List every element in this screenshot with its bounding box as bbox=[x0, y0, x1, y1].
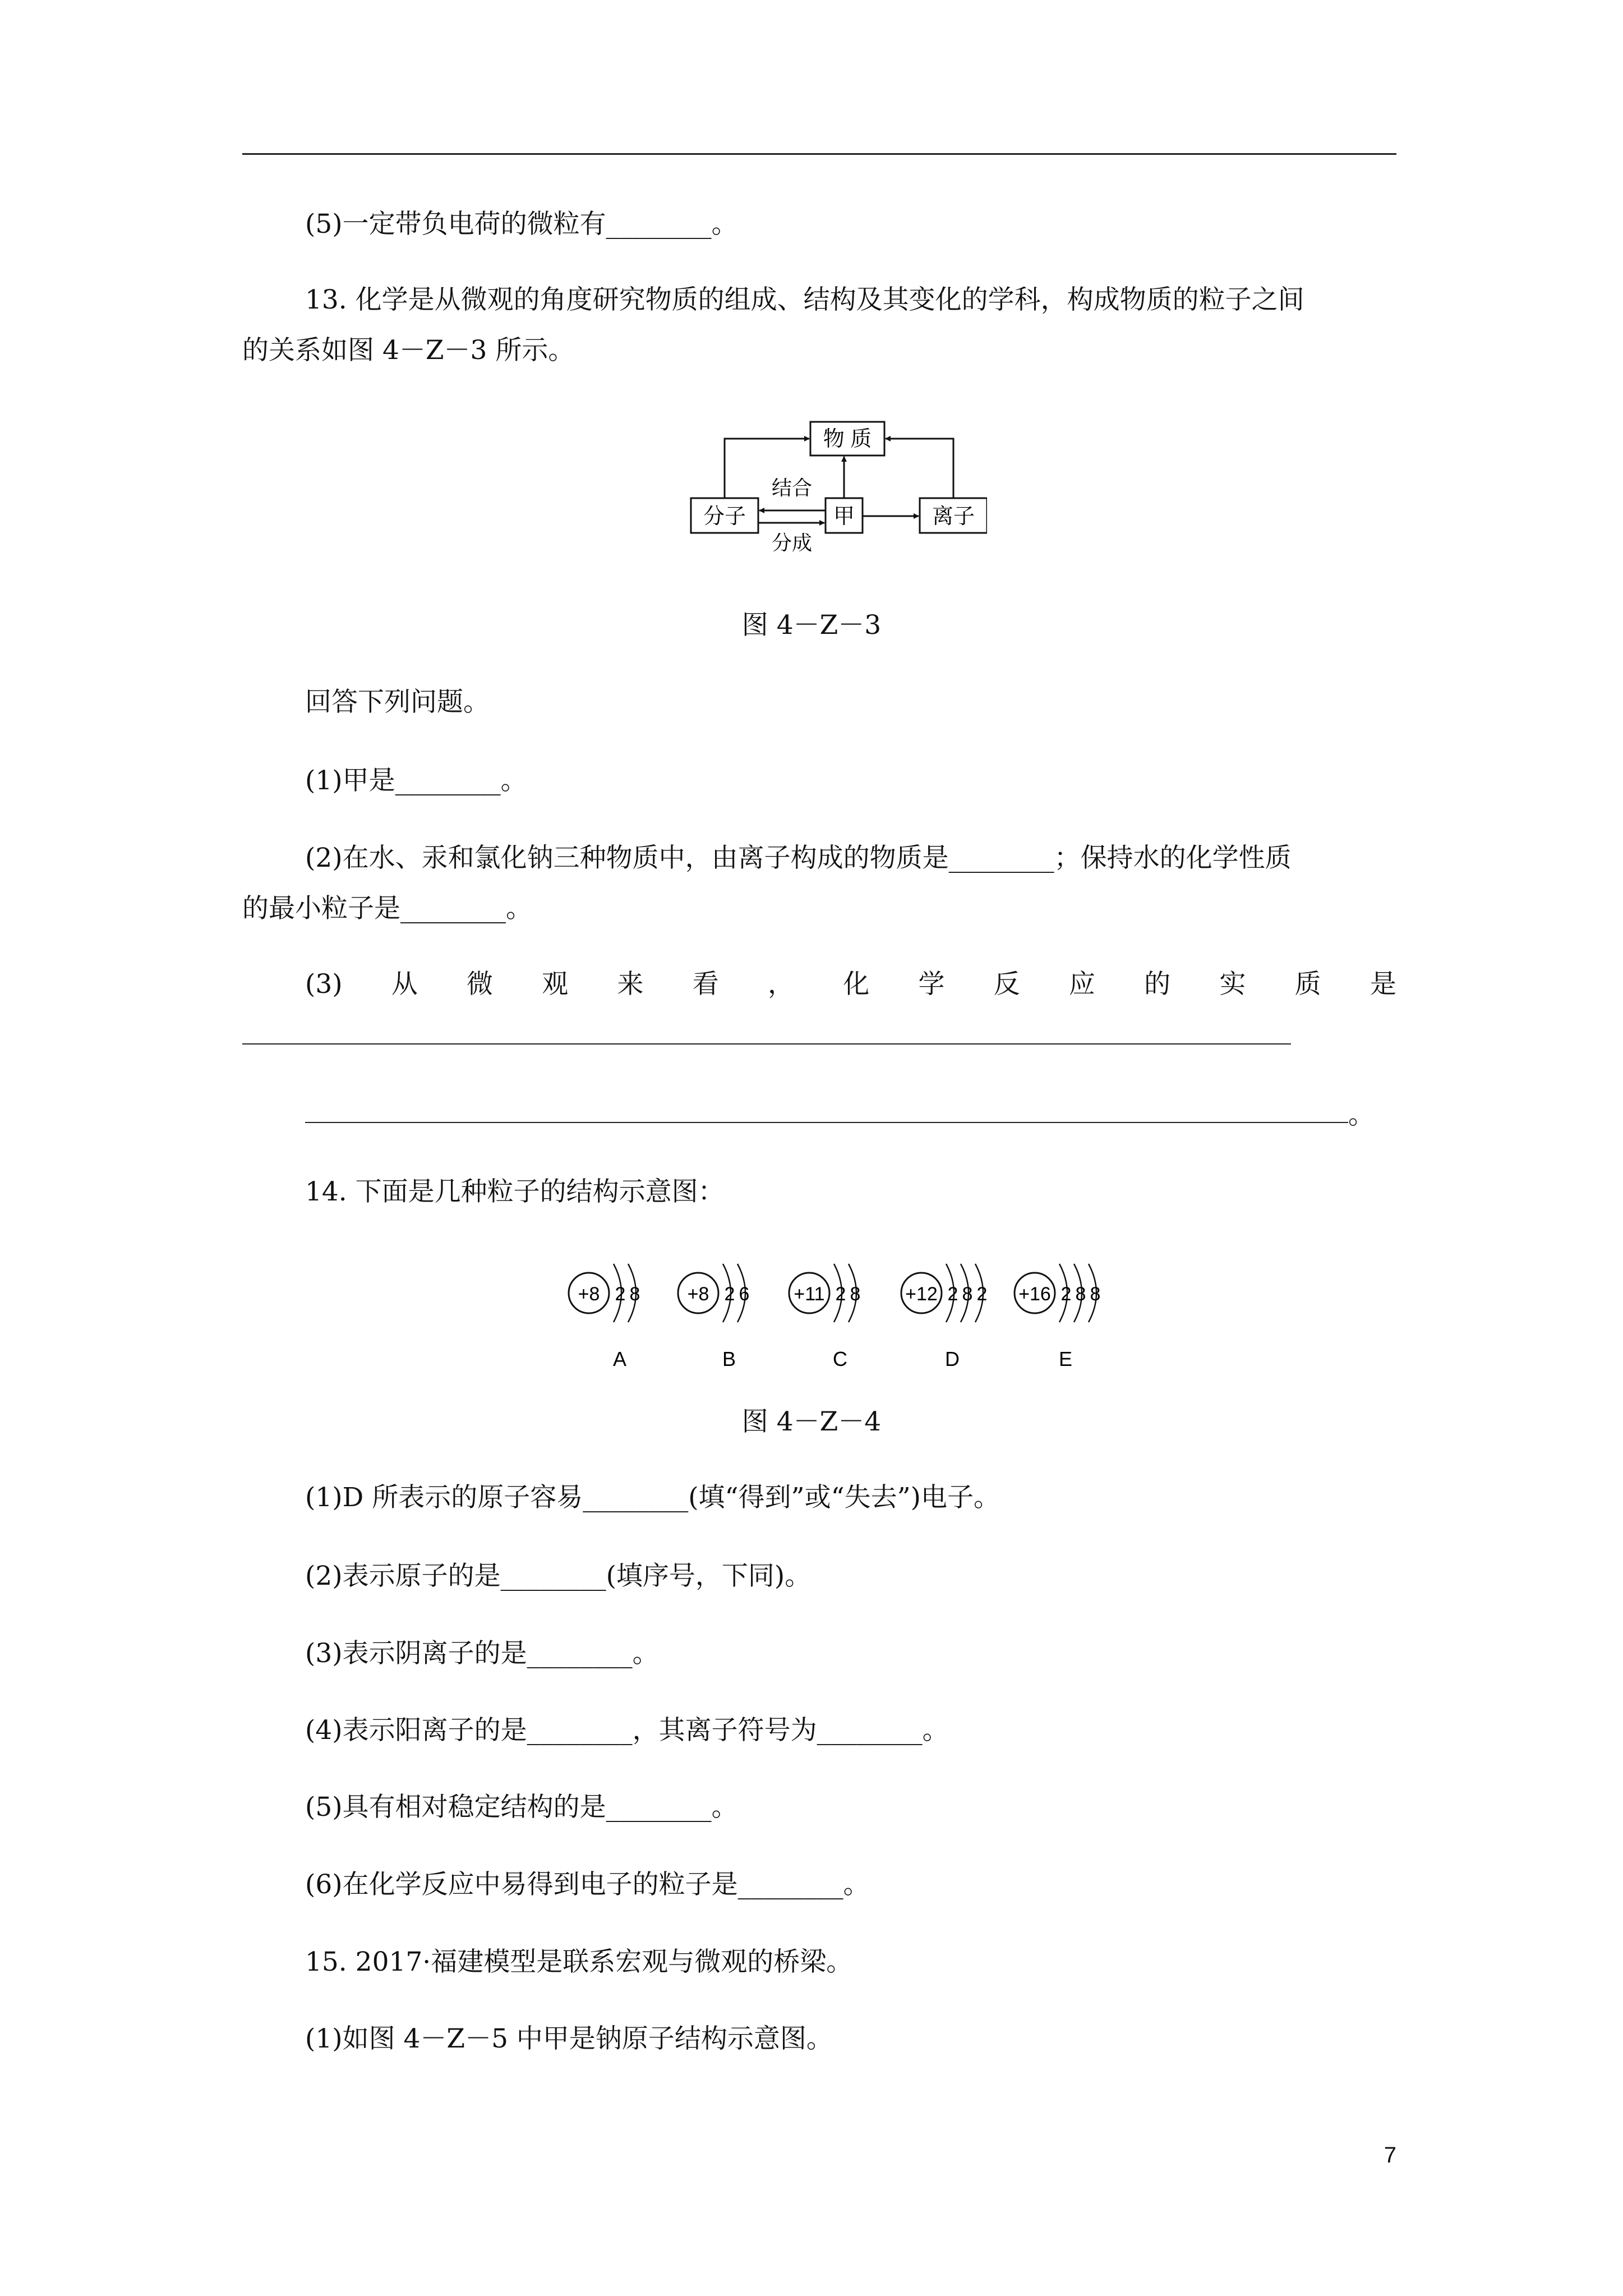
q13-3-char: 应 bbox=[1068, 969, 1095, 1000]
q13-3-char: 反 bbox=[993, 969, 1020, 1000]
q14-3: (3)表示阴离子的是________。 bbox=[305, 1638, 659, 1669]
shell-electron-count: 2 bbox=[724, 1283, 735, 1305]
figure-4-z-4-caption: 图 4－Z－4 bbox=[741, 1406, 882, 1437]
arrow-ion-to-substance bbox=[886, 439, 953, 498]
q13-3-char: 的 bbox=[1144, 969, 1171, 1000]
q13-3-char: (3) bbox=[305, 969, 343, 1000]
q13-line2: 的关系如图 4－Z－3 所示。 bbox=[242, 335, 575, 366]
q13-2-line2: 的最小粒子是________。 bbox=[242, 893, 532, 924]
nucleus-charge: +16 bbox=[1018, 1283, 1051, 1305]
shell-electron-count: 2 bbox=[1061, 1283, 1072, 1305]
q13-3-char: 是 bbox=[1370, 969, 1396, 1000]
label-combine: 结合 bbox=[771, 476, 813, 499]
particle-label: E bbox=[1058, 1347, 1073, 1370]
nucleus-charge: +12 bbox=[905, 1283, 938, 1305]
nucleus-charge: +8 bbox=[578, 1283, 600, 1305]
q14-title: 14. 下面是几种粒子的结构示意图： bbox=[305, 1176, 725, 1207]
label-molecule: 分子 bbox=[703, 505, 746, 528]
label-ion: 离子 bbox=[932, 505, 975, 528]
shell-electron-count: 8 bbox=[1075, 1283, 1086, 1305]
q14-1: (1)D 所表示的原子容易________(填“得到”或“失去”)电子。 bbox=[305, 1482, 1000, 1513]
q13-3-char: ， bbox=[767, 969, 794, 1000]
q14-4: (4)表示阳离子的是________，其离子符号为________。 bbox=[305, 1715, 949, 1746]
particle-label: A bbox=[612, 1347, 627, 1370]
q13-3-char: 化 bbox=[843, 969, 870, 1000]
q13-3-line bbox=[242, 968, 1396, 1001]
figure-4-z-3 bbox=[684, 415, 987, 555]
q14-2: (2)表示原子的是________(填序号，下同)。 bbox=[305, 1561, 811, 1591]
figure-4-z-3-caption: 图 4－Z－3 bbox=[741, 610, 882, 641]
q13-3-end: 。 bbox=[1348, 1099, 1375, 1130]
q13-1: (1)甲是________。 bbox=[305, 765, 527, 796]
shell-electron-count: 8 bbox=[1090, 1283, 1101, 1305]
particle-label: C bbox=[833, 1347, 847, 1370]
q15-1: (1)如图 4－Z－5 中甲是钠原子结构示意图。 bbox=[305, 2023, 833, 2054]
q13-3-char: 从 bbox=[391, 969, 418, 1000]
shell-electron-count: 2 bbox=[976, 1283, 988, 1305]
q13-3-char: 观 bbox=[542, 969, 569, 1000]
shell-electron-count: 8 bbox=[850, 1283, 861, 1305]
shell-electron-count: 2 bbox=[947, 1283, 958, 1305]
q13-3-char: 质 bbox=[1294, 969, 1321, 1000]
shell-electron-count: 8 bbox=[962, 1283, 973, 1305]
q13-3-char: 微 bbox=[467, 969, 494, 1000]
shell-electron-count: 2 bbox=[835, 1283, 846, 1305]
page-number: 7 bbox=[1384, 2143, 1396, 2168]
shell-electron-count: 2 bbox=[615, 1283, 626, 1305]
q13-3-char: 来 bbox=[617, 969, 644, 1000]
q13-2-line1: (2)在水、汞和氯化钠三种物质中，由离子构成的物质是________；保持水的化学性质 bbox=[305, 843, 1292, 873]
q14-5: (5)具有相对稳定结构的是________。 bbox=[305, 1792, 738, 1823]
shell-electron-count: 6 bbox=[739, 1283, 750, 1305]
shell-electron-count: 8 bbox=[629, 1283, 640, 1305]
q14-6: (6)在化学反应中易得到电子的粒子是________。 bbox=[305, 1869, 870, 1900]
figure-4-z-4 bbox=[550, 1237, 1144, 1377]
q13-answer-prompt: 回答下列问题。 bbox=[305, 687, 490, 717]
q13-3-char: 学 bbox=[918, 969, 945, 1000]
nucleus-charge: +8 bbox=[687, 1283, 709, 1305]
particle-label: D bbox=[945, 1347, 960, 1370]
q13-3-char: 实 bbox=[1219, 969, 1246, 1000]
label-split: 分成 bbox=[771, 531, 813, 554]
q15-title: 15. 2017·福建模型是联系宏观与微观的桥梁。 bbox=[305, 1947, 853, 1977]
q13-3-blank-1 bbox=[242, 1043, 1291, 1045]
q13-line1: 13. 化学是从微观的角度研究物质的组成、结构及其变化的学科，构成物质的粒子之间 bbox=[305, 284, 1304, 315]
label-jia: 甲 bbox=[833, 505, 855, 528]
q13-3-char: 看 bbox=[692, 969, 719, 1000]
q12-5: (5)一定带负电荷的微粒有________。 bbox=[305, 209, 738, 240]
particle-label: B bbox=[722, 1347, 736, 1370]
header-rule bbox=[242, 153, 1396, 155]
nucleus-charge: +11 bbox=[794, 1283, 825, 1305]
q13-3-blank-2 bbox=[305, 1122, 1348, 1123]
label-substance: 物 质 bbox=[823, 427, 872, 451]
